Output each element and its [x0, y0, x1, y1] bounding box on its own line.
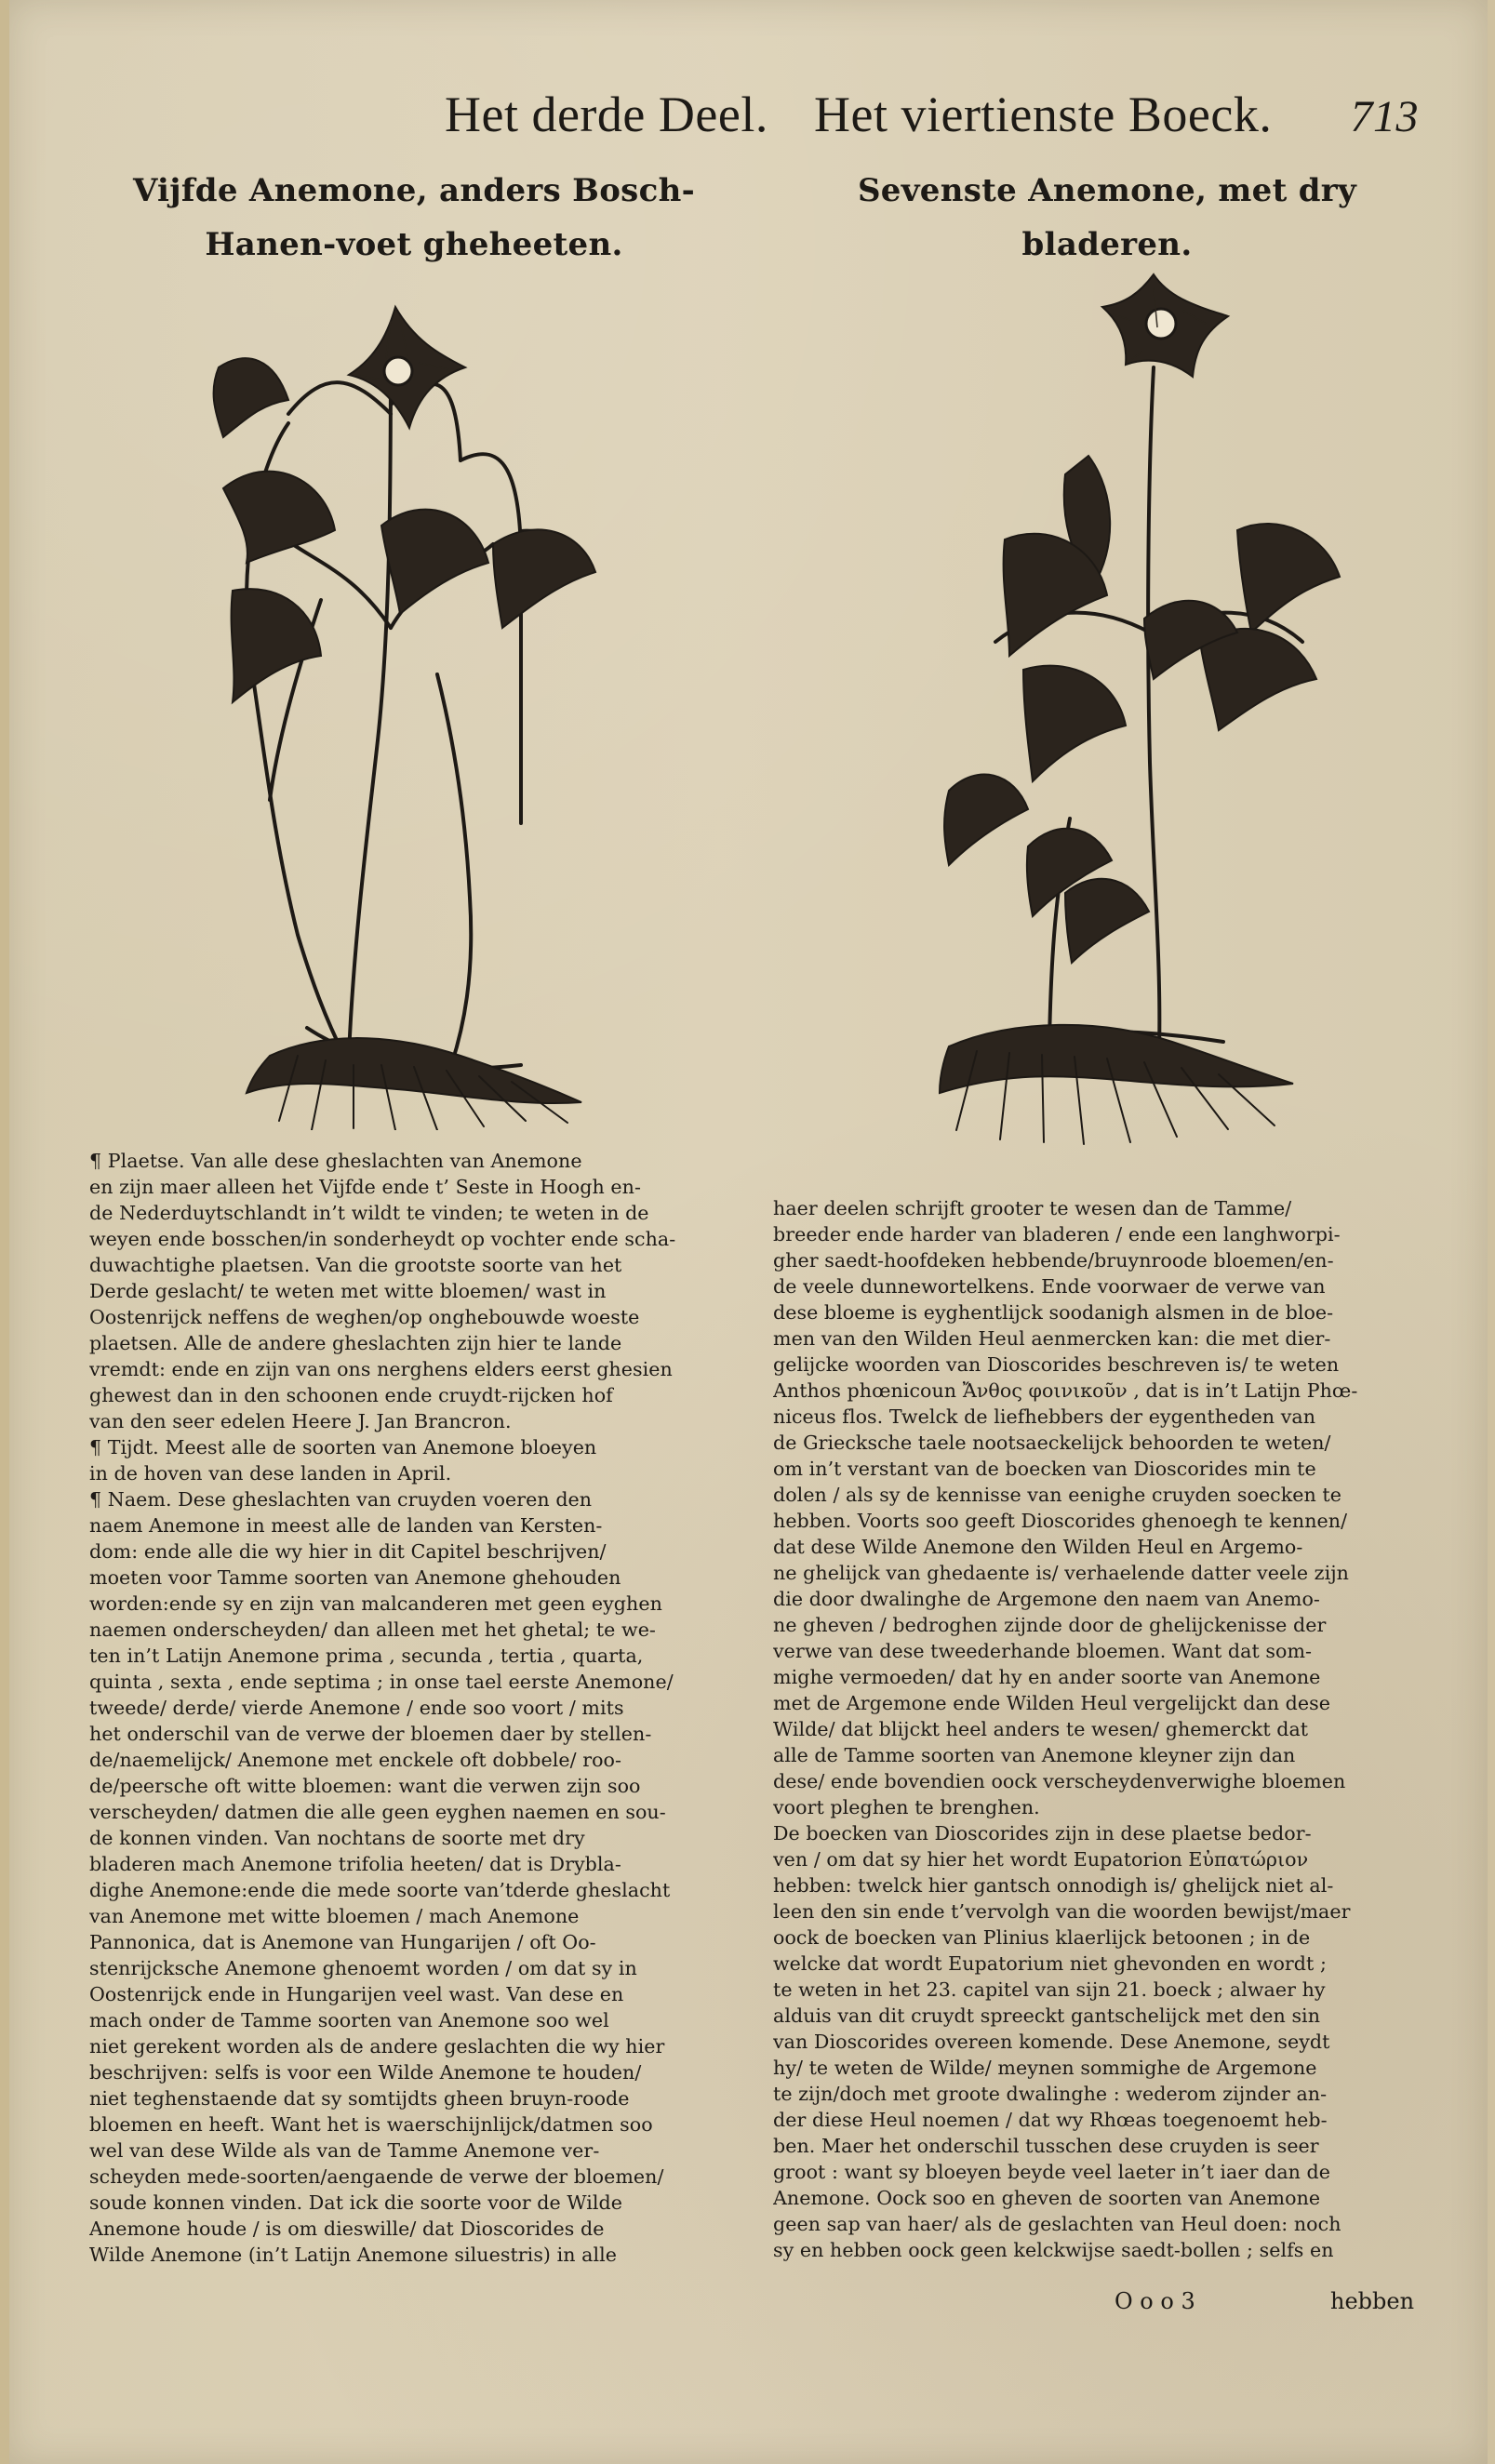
left-text-line: scheyden mede-soorten/aengaende de verwe der bloemen/ — [89, 2165, 664, 2188]
right-text-line: met de Argemone ende Wilden Heul vergelijckt dan dese — [773, 1692, 1331, 1714]
right-text-column — [773, 1195, 1428, 2263]
leaf-clusters — [223, 472, 595, 702]
right-text-line: ven / om dat sy hier het wordt Eupatorion Εὐπατώριον — [773, 1848, 1309, 1871]
right-text-line: de veele dunnewortelkens. Ende voorwaer de verwe van — [773, 1275, 1326, 1298]
left-text-line: ten in’t Latijn Anemone prima , secunda , tertia , quarta, — [89, 1645, 644, 1667]
right-text-line: breeder ende harder van bladeren / ende een langhworpi- — [773, 1223, 1341, 1245]
right-text-line: gelijcke woorden van Dioscorides beschreven is/ te weten — [773, 1353, 1340, 1376]
page-number: 713 — [1350, 92, 1419, 141]
right-text-line: geen sap van haer/ als de geslachten van Heul doen: noch — [773, 2213, 1341, 2235]
right-running-title: Het viertienste Boeck. — [814, 87, 1273, 142]
left-text-line: vremdt: ende en zijn van ons nerghens elders eerst ghesien — [89, 1358, 673, 1380]
left-section-heading — [121, 164, 707, 272]
left-text-line: stenrijcksche Anemone ghenoemt worden / om dat sy in — [89, 1957, 637, 1979]
left-text-line: Pannonica, dat is Anemone van Hungarijen / oft Oo- — [89, 1931, 596, 1953]
right-text-line: groot : want sy bloeyen beyde veel laeter in’t iaer dan de — [773, 2161, 1331, 2183]
left-heading-line: Vijfde Anemone, anders Bosch- — [132, 172, 696, 209]
right-text-line: te zijn/doch met groote dwalinghe : wederom zijnder an- — [773, 2083, 1328, 2105]
right-text-line: ben. Maer het onderschil tusschen dese cruyden is seer — [773, 2135, 1319, 2157]
right-text-line: leen den sin ende t’vervolgh van die woorden bewijst/maer — [773, 1900, 1351, 1923]
left-text-line: bloemen en heeft. Want het is waerschijnlijck/datmen soo — [89, 2113, 653, 2136]
left-text-line: naem Anemone in meest alle de landen van Kersten- — [89, 1514, 603, 1537]
three-leaf-anemone-woodcut-icon — [837, 242, 1377, 1163]
leaf-clusters — [944, 456, 1340, 963]
right-text-line: sy en hebben oock geen kelckwijse saedt-bollen ; selfs en — [773, 2239, 1334, 2261]
right-text-line: haer deelen schrijft grooter te wesen dan de Tamme/ — [773, 1197, 1292, 1219]
left-text-line: niet teghenstaende dat sy somtijdts gheen bruyn-roode — [89, 2087, 630, 2110]
right-text-line: te weten in het 23. capitel van sijn 21. boeck ; alwaer hy — [773, 1978, 1326, 2001]
left-text-line: duwachtighe plaetsen. Van die grootste soorte van het — [89, 1254, 622, 1276]
right-plant-illustration — [837, 242, 1377, 1163]
right-text-line: niceus flos. Twelck de liefhebbers der eygentheden van — [773, 1405, 1316, 1428]
flower-head — [1102, 274, 1228, 377]
right-text-line: om in’t verstant van de boecken van Dioscorides min te — [773, 1458, 1316, 1480]
right-text-line: welcke dat wordt Eupatorium niet ghevonden en wordt ; — [773, 1952, 1327, 1975]
left-text-line: Wilde Anemone (in’t Latijn Anemone siluestris) in alle — [89, 2244, 617, 2266]
left-text-line: van Anemone met witte bloemen / mach Anemone — [89, 1905, 580, 1927]
left-text-line: naemen onderscheyden/ dan alleen met het ghetal; te we- — [89, 1618, 656, 1641]
right-text-line: Anemone. Oock soo en gheven de soorten van Anemone — [773, 2187, 1321, 2209]
left-text-line: wel van dese Wilde als van de Tamme Anemone ver- — [89, 2139, 600, 2162]
right-text-line: hy/ te weten de Wilde/ meynen sommighe de Argemone — [773, 2057, 1317, 2079]
right-text-line: dese/ ende bovendien oock verscheydenverwighe bloemen — [773, 1770, 1346, 1792]
left-text-line: plaetsen. Alle de andere gheslachten zijn hier te lande — [89, 1332, 622, 1354]
left-text-line: worden:ende sy en zijn van malcanderen met geen eyghen — [89, 1592, 662, 1615]
left-text-line: Anemone houde / is om dieswille/ dat Dioscorides de — [89, 2218, 605, 2240]
right-text-line: ne gheven / bedroghen zijnde door de ghelijckenisse der — [773, 1614, 1327, 1636]
left-text-line: quinta , sexta , ende septima ; in onse tael eerste Anemone/ — [89, 1671, 674, 1693]
right-text-line: men van den Wilden Heul aenmercken kan: die met dier- — [773, 1327, 1331, 1350]
right-text-line: dolen / als sy de kennisse van eenighe cruyden soecken te — [773, 1484, 1341, 1506]
left-text-line: beschrijven: selfs is voor een Wilde Anemone te houden/ — [89, 2061, 642, 2084]
left-text-line: ¶ Tijdt. Meest alle de soorten van Anemone bloeyen — [89, 1436, 597, 1458]
right-text-line: verwe van dese tweederhande bloemen. Want dat som- — [773, 1640, 1313, 1662]
right-text-line: De boecken van Dioscorides zijn in dese plaetse bedor- — [773, 1822, 1312, 1845]
left-text-line: tweede/ derde/ vierde Anemone / ende soo voort / mits — [89, 1697, 624, 1719]
right-text-line: dese bloeme is eyghentlijck soodanigh alsmen in de bloe- — [773, 1301, 1334, 1324]
left-text-line: verscheyden/ datmen die alle geen eyghen naemen en sou- — [89, 1801, 666, 1823]
left-text-column — [89, 1148, 741, 2268]
left-text-line: ¶ Naem. Dese gheslachten van cruyden voeren den — [89, 1488, 593, 1511]
right-text-line: hebben: twelck hier gantsch onnodigh is/ ghelijck niet al- — [773, 1874, 1334, 1897]
left-text-line: dom: ende alle die wy hier in dit Capitel beschrijven/ — [89, 1540, 607, 1563]
right-text-line: alle de Tamme soorten van Anemone kleyner zijn dan — [773, 1744, 1296, 1766]
left-text-line: mach onder de Tamme soorten van Anemone soo wel — [89, 2009, 609, 2031]
left-text-line: de/peersche oft witte bloemen: want die verwen zijn soo — [89, 1775, 641, 1797]
right-text-line: voort pleghen te brenghen. — [773, 1796, 1040, 1818]
right-text-line: mighe vermoeden/ dat hy en ander soorte van Anemone — [773, 1666, 1321, 1688]
left-text-line: dighe Anemone:ende die mede soorte van’tderde gheslacht — [89, 1879, 671, 1901]
anemone-woodcut-icon — [158, 265, 642, 1130]
right-text-line: hebben. Voorts soo geeft Dioscorides ghenoegh te kennen/ — [773, 1510, 1348, 1532]
left-text-line: Oostenrijck neffens de weghen/op onghebouwde woeste — [89, 1306, 640, 1328]
left-text-line: moeten voor Tamme soorten van Anemone ghehouden — [89, 1566, 621, 1589]
right-text-line: gher saedt-hoofdeken hebbende/bruynroode bloemen/en- — [773, 1249, 1334, 1272]
left-text-line: de konnen vinden. Van nochtans de soorte met dry — [89, 1827, 585, 1849]
left-text-line: de/naemelijck/ Anemone met enckele oft dobbele/ roo- — [89, 1749, 621, 1771]
right-text-line: de Griecksche taele nootsaeckelijck behoorden te weten/ — [773, 1432, 1331, 1454]
catchword: hebben — [1330, 2288, 1415, 2314]
rhizome-roots — [940, 1025, 1293, 1144]
left-text-line: Derde geslacht/ te weten met witte bloemen/ wast in — [89, 1280, 607, 1302]
left-heading-line: Hanen-voet gheheeten. — [205, 226, 623, 263]
right-text-line: ne ghelijck van ghedaente is/ verhaelende datter veele zijn — [773, 1562, 1349, 1584]
right-text-line: Anthos phœnicoun Ἄνθος φοινικοῦν , dat is in’t Latijn Phœ- — [773, 1379, 1358, 1402]
right-text-line: der diese Heul noemen / dat wy Rhœas toegenoemt heb- — [773, 2109, 1328, 2131]
printer-signature: O o o 3 — [1115, 2288, 1195, 2314]
left-text-line: Oostenrijck ende in Hungarijen veel wast. Van dese en — [89, 1983, 624, 2005]
left-text-line: en zijn maer alleen het Vijfde ende t’ Seste in Hoogh en- — [89, 1176, 641, 1198]
right-text-line: die door dwalinghe de Argemone den naem van Anemo- — [773, 1588, 1320, 1610]
left-text-line: ghewest dan in den schoonen ende cruydt-rijcken hof — [89, 1384, 613, 1406]
left-text-line: de Nederduytschlandt in’t wildt te vinden; te weten in de — [89, 1202, 649, 1224]
left-plant-illustration — [158, 265, 642, 1130]
left-running-title: Het derde Deel. — [445, 87, 768, 142]
right-text-line: van Dioscorides overeen komende. Dese Anemone, seydt — [773, 2031, 1330, 2053]
left-text-line: niet gerekent worden als de andere geslachten die wy hier — [89, 2035, 665, 2058]
right-text-line: alduis van dit cruydt spreeckt gantschelijck met den sin — [773, 2004, 1321, 2027]
left-text-line: weyen ende bosschen/in sonderheydt op vochter ende scha- — [89, 1228, 676, 1250]
left-text-line: het onderschil van de verwe der bloemen daer by stellen- — [89, 1723, 652, 1745]
right-section-heading: Sevenste Anemone, met dry bladeren. — [857, 172, 1357, 263]
page-header — [9, 86, 1488, 141]
right-text-line: oock de boecken van Plinius klaerlijck betoonen ; in de — [773, 1926, 1311, 1949]
left-text-line: ¶ Plaetse. Van alle dese gheslachten van Anemone — [89, 1150, 582, 1172]
left-text-line: soude konnen vinden. Dat ick die soorte voor de Wilde — [89, 2191, 622, 2214]
flower-head — [349, 307, 465, 428]
right-text-line: Wilde/ dat blijckt heel anders te wesen/ ghemerckt dat — [773, 1718, 1309, 1740]
left-text-line: bladeren mach Anemone trifolia heeten/ dat is Drybla- — [89, 1853, 621, 1875]
left-text-line: in de hoven van dese landen in April. — [89, 1462, 452, 1485]
rhizome-roots — [247, 1038, 581, 1130]
left-text-line: van den seer edelen Heere J. Jan Brancron. — [89, 1410, 512, 1432]
right-text-line: dat dese Wilde Anemone den Wilden Heul en Argemo- — [773, 1536, 1303, 1558]
